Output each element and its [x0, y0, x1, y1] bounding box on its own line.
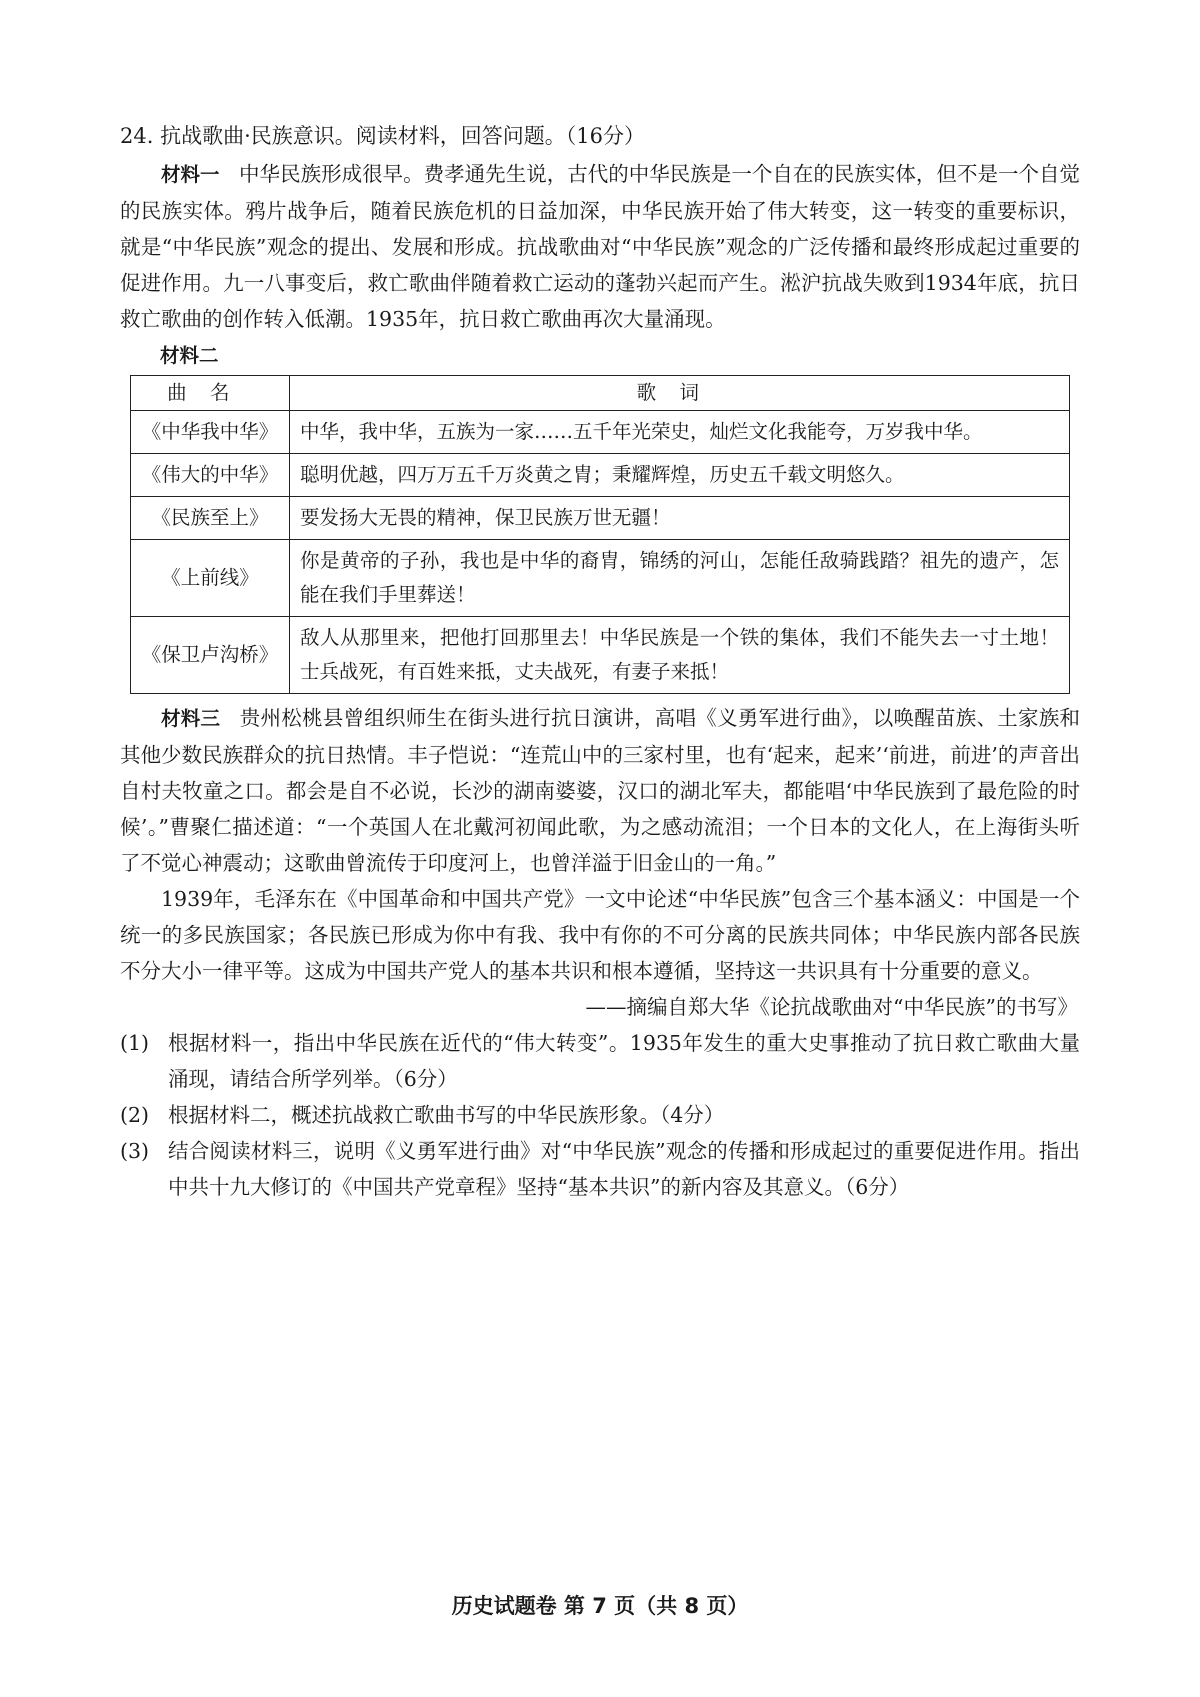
subquestion-number: (1) — [120, 1031, 150, 1055]
table-row — [131, 540, 1070, 617]
material3-text2: 1939年，毛泽东在《中国革命和中国共产党》一文中论述“中华民族”包含三个基本涵义：中国是一个统一的多民族国家；各民族已形成为你中有我、我中有你的不可分离的民族共同体；中华民族内部各民族不分大小一律平等。这成为中国共产党人的基本共识和根本遵循，坚持这一共识具有十分重要的意义。 — [120, 887, 1080, 983]
song-name: 《民族至上》 — [131, 497, 290, 540]
subquestion-3 — [120, 1133, 1080, 1205]
song-name: 《中华我中华》 — [131, 411, 290, 454]
song-lyrics: 你是黄帝的子孙，我也是中华的裔胄，锦绣的河山，怎能任敌骑践踏？祖先的遗产，怎能在我们手里葬送！ — [290, 540, 1070, 617]
material1-label: 材料一 — [161, 163, 220, 186]
material2-label: 材料二 — [160, 344, 219, 367]
table-row — [131, 454, 1070, 497]
page-footer: 历史试题卷 第 7 页（共 8 页） — [451, 1594, 749, 1618]
subquestion-1 — [120, 1025, 1080, 1097]
table-row — [131, 497, 1070, 540]
song-name: 《伟大的中华》 — [131, 454, 290, 497]
table-header-row — [131, 376, 1070, 411]
subquestion-number: (3) — [120, 1139, 150, 1163]
song-name: 《上前线》 — [131, 540, 290, 617]
material3-label: 材料三 — [161, 707, 221, 730]
song-lyrics: 敌人从那里来，把他打回那里去！中华民族是一个铁的集体，我们不能失去一寸土地！士兵战死，有百姓来抵，丈夫战死，有妻子来抵！ — [290, 617, 1070, 694]
material1-paragraph — [120, 156, 1080, 337]
song-lyrics: 聪明优越，四万万五千万炎黄之胄；秉耀辉煌，历史五千载文明悠久。 — [290, 454, 1070, 497]
exam-page — [120, 118, 1080, 1205]
subquestion-text: 根据材料二，概述抗战救亡歌曲书写的中华民族形象。（4分） — [168, 1103, 725, 1127]
song-lyrics: 中华，我中华，五族为一家……五千年光荣史，灿烂文化我能夸，万岁我中华。 — [290, 411, 1070, 454]
subquestion-2 — [120, 1097, 1080, 1133]
subquestion-text: 结合阅读材料三，说明《义勇军进行曲》对“中华民族”观念的传播和形成起过的重要促进作用。指出中共十九大修订的《中国共产党章程》坚持“基本共识”的新内容及其意义。（6分） — [168, 1139, 1080, 1199]
header-song-name: 曲名 — [131, 376, 290, 411]
subquestion-number: (2) — [120, 1103, 150, 1127]
table-row — [131, 617, 1070, 694]
song-lyrics: 要发扬大无畏的精神，保卫民族万世无疆！ — [290, 497, 1070, 540]
material1-text: 中华民族形成很早。费孝通先生说，古代的中华民族是一个自在的民族实体，但不是一个自觉的民族实体。鸦片战争后，随着民族危机的日益加深，中华民族开始了伟大转变，这一转变的重要标识，就是“中华民族”观念的提出、发展和形成。抗战歌曲对“中华民族”观念的广泛传播和最终形成起过重要的促进作用。九一八事变后，救亡歌曲伴随着救亡运动的蓬勃兴起而产生。淞沪抗战失败到1934年底，抗日救亡歌曲的创作转入低潮。1935年，抗日救亡歌曲再次大量涌现。 — [120, 162, 1080, 331]
song-name: 《保卫卢沟桥》 — [131, 617, 290, 694]
material3-source: ——摘编自郑大华《论抗战歌曲对“中华民族”的书写》 — [585, 995, 1078, 1019]
table-row — [131, 411, 1070, 454]
header-lyrics: 歌词 — [290, 376, 1070, 411]
question-title: 24. 抗战歌曲·民族意识。阅读材料，回答问题。（16分） — [120, 124, 645, 148]
material3-text1: 贵州松桃县曾组织师生在街头进行抗日演讲，高唱《义勇军进行曲》，以唤醒苗族、土家族和其他少数民族群众的抗日热情。丰子恺说：“连荒山中的三家村里，也有‘起来，起来’‘前进，前进’的声音出自村夫牧童之口。都会是自不必说，长沙的湖南婆婆，汉口的湖北军夫，都能唱‘中华民族到了最危险的时候’。”曹聚仁描述道：“一个英国人在北戴河初闻此歌，为之感动流泪；一个日本的文化人，在上海街头听了不觉心神震动；这歌曲曾流传于印度河上，也曾洋溢于旧金山的一角。” — [120, 706, 1080, 875]
material3-paragraph — [120, 700, 1080, 881]
subquestion-text: 根据材料一，指出中华民族在近代的“伟大转变”。1935年发生的重大史事推动了抗日救亡歌曲大量涌现，请结合所学列举。（6分） — [168, 1031, 1080, 1091]
songs-table — [130, 375, 1070, 694]
